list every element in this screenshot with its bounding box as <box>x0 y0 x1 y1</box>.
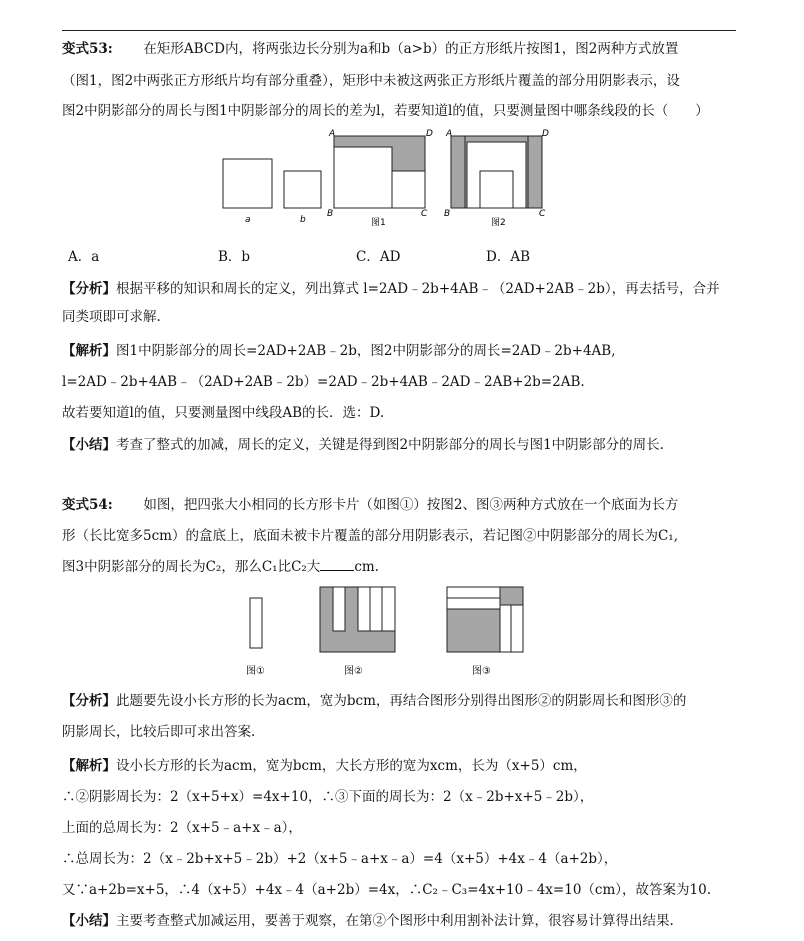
fig-c2-caption: 图② <box>344 666 363 677</box>
q54-stem-1: 如图，把四张大小相同的长方形卡片（如图①）按图2、图③两种方式放在一个底面为长方 <box>143 497 679 513</box>
q53-analysis-2: 同类项即可求解. <box>62 309 161 325</box>
fig1-caption: 图1 <box>371 218 386 228</box>
fig2-C: C <box>539 209 546 219</box>
fig1-A: A <box>329 129 336 139</box>
analysis-tag: 【分析】 <box>62 693 116 709</box>
q54-figures <box>240 582 540 682</box>
summary-text: 考查了整式的加减，周长的定义，关键是得到图2中阴影部分的周长与图1中阴影部分的周长. <box>116 437 664 453</box>
answer-blank[interactable] <box>320 558 354 571</box>
figure-circle-1 <box>246 598 265 677</box>
figure-2 <box>444 129 549 228</box>
q54-summary <box>62 912 674 930</box>
fig2-D: D <box>542 129 549 139</box>
q54-line1 <box>62 496 678 514</box>
q54-analysis-1 <box>62 692 686 710</box>
fig2-caption: 图2 <box>491 218 506 228</box>
q54-solution-3: 上面的总周长为：2（x+5﹣a+x﹣a）， <box>62 820 302 836</box>
top-rule <box>62 30 736 31</box>
q53-stem-1: 在矩形ABCD内，将两张边长分别为a和b（a>b）的正方形纸片按图1，图2两种方式放置 <box>143 41 679 57</box>
option-c: C．AD <box>356 249 401 265</box>
summary-tag: 【小结】 <box>62 437 116 453</box>
q53-figures <box>215 126 565 232</box>
q53-stem-3: 图2中阴影部分的周长与图1中阴影部分的周长的差为l，若要知道l的值，只要测量图中哪条线段的长（ ） <box>62 103 709 119</box>
fig1-B: B <box>327 209 334 219</box>
solution-text: 图1中阴影部分的周长=2AD+2AB﹣2b，图2中阴影部分的周长=2AD﹣2b+4AB, <box>116 343 616 359</box>
figure-circle-2 <box>320 587 395 677</box>
fig-c1-caption: 图① <box>246 666 265 677</box>
q54-solution-2: ∴②阴影周长为：2（x+5+x）=4x+10，∴③下面的周长为：2（x﹣2b+x+5﹣2b）， <box>62 789 594 805</box>
q53-stem-2: （图1，图2中两张正方形纸片均有部分重叠），矩形中未被这两张正方形纸片覆盖的部分用阴影表示，设 <box>62 73 680 89</box>
q54-stem-3 <box>62 558 379 576</box>
q54-stem-3a: 图3中阴影部分的周长为C₂，那么C₁比C₂大 <box>62 559 321 575</box>
label-b: b <box>300 215 306 225</box>
summary-text: 主要考查整式加减运用，要善于观察，在第②个图形中利用割补法计算，很容易计算得出结果. <box>116 913 674 929</box>
q54-solution-4: ∴总周长为：2（x﹣2b+x+5﹣2b）+2（x+5﹣a+x﹣a）=4（x+5）+4x﹣4（a+2b）， <box>62 851 618 867</box>
q53-solution-3: 故若要知道l的值，只要测量图中线段AB的长．选：D. <box>62 405 385 421</box>
q53-line1 <box>62 40 678 58</box>
q54-stem-3b: cm. <box>354 559 379 575</box>
label-a: a <box>245 215 251 225</box>
q54-solution-5: 又∵a+2b=x+5，∴4（x+5）+4x﹣4（a+2b）=4x，∴C₂﹣C₃=4x+10﹣4x=10（cm），故答案为10. <box>62 882 711 898</box>
analysis-text: 此题要先设小长方形的长为acm，宽为bcm，再结合图形分别得出图形②的阴影周长和图形③的 <box>116 693 687 709</box>
option-d: D．AB <box>486 249 530 265</box>
analysis-text: 根据平移的知识和周长的定义，列出算式 l=2AD﹣2b+4AB﹣（2AD+2AB﹣2b），再去括号，合并 <box>116 281 720 297</box>
q54-stem-2: 形（长比宽多5cm）的盒底上，底面未被卡片覆盖的部分用阴影表示，若记图②中阴影部分的周长为C₁, <box>62 528 678 544</box>
q54-solution-1 <box>62 757 587 775</box>
q53-label: 变式53: <box>62 41 113 57</box>
option-b: B．b <box>218 249 251 265</box>
fig-c3-caption: 图③ <box>472 666 491 677</box>
fig1-D: D <box>426 129 433 139</box>
solution-tag: 【解析】 <box>62 343 116 359</box>
summary-tag: 【小结】 <box>62 913 116 929</box>
figure-1 <box>327 129 433 228</box>
solution-text: 设小长方形的长为acm，宽为bcm，大长方形的宽为xcm，长为（x+5）cm， <box>116 758 587 774</box>
analysis-tag: 【分析】 <box>62 281 116 297</box>
fig2-B: B <box>444 209 451 219</box>
fig2-A: A <box>446 129 453 139</box>
q53-analysis-1 <box>62 280 720 298</box>
q53-summary <box>62 436 664 454</box>
q54-label: 变式54: <box>62 497 113 513</box>
fig1-C: C <box>421 209 428 219</box>
q54-analysis-2: 阴影周长，比较后即可求出答案. <box>62 724 256 740</box>
q53-solution-2: l=2AD﹣2b+4AB﹣（2AD+2AB﹣2b）=2AD﹣2b+4AB﹣2AD﹣2AB+2b=2AB. <box>62 374 585 390</box>
solution-tag: 【解析】 <box>62 758 116 774</box>
q53-solution-1 <box>62 342 616 360</box>
option-a: A．a <box>68 249 100 265</box>
figure-circle-3 <box>447 587 523 677</box>
